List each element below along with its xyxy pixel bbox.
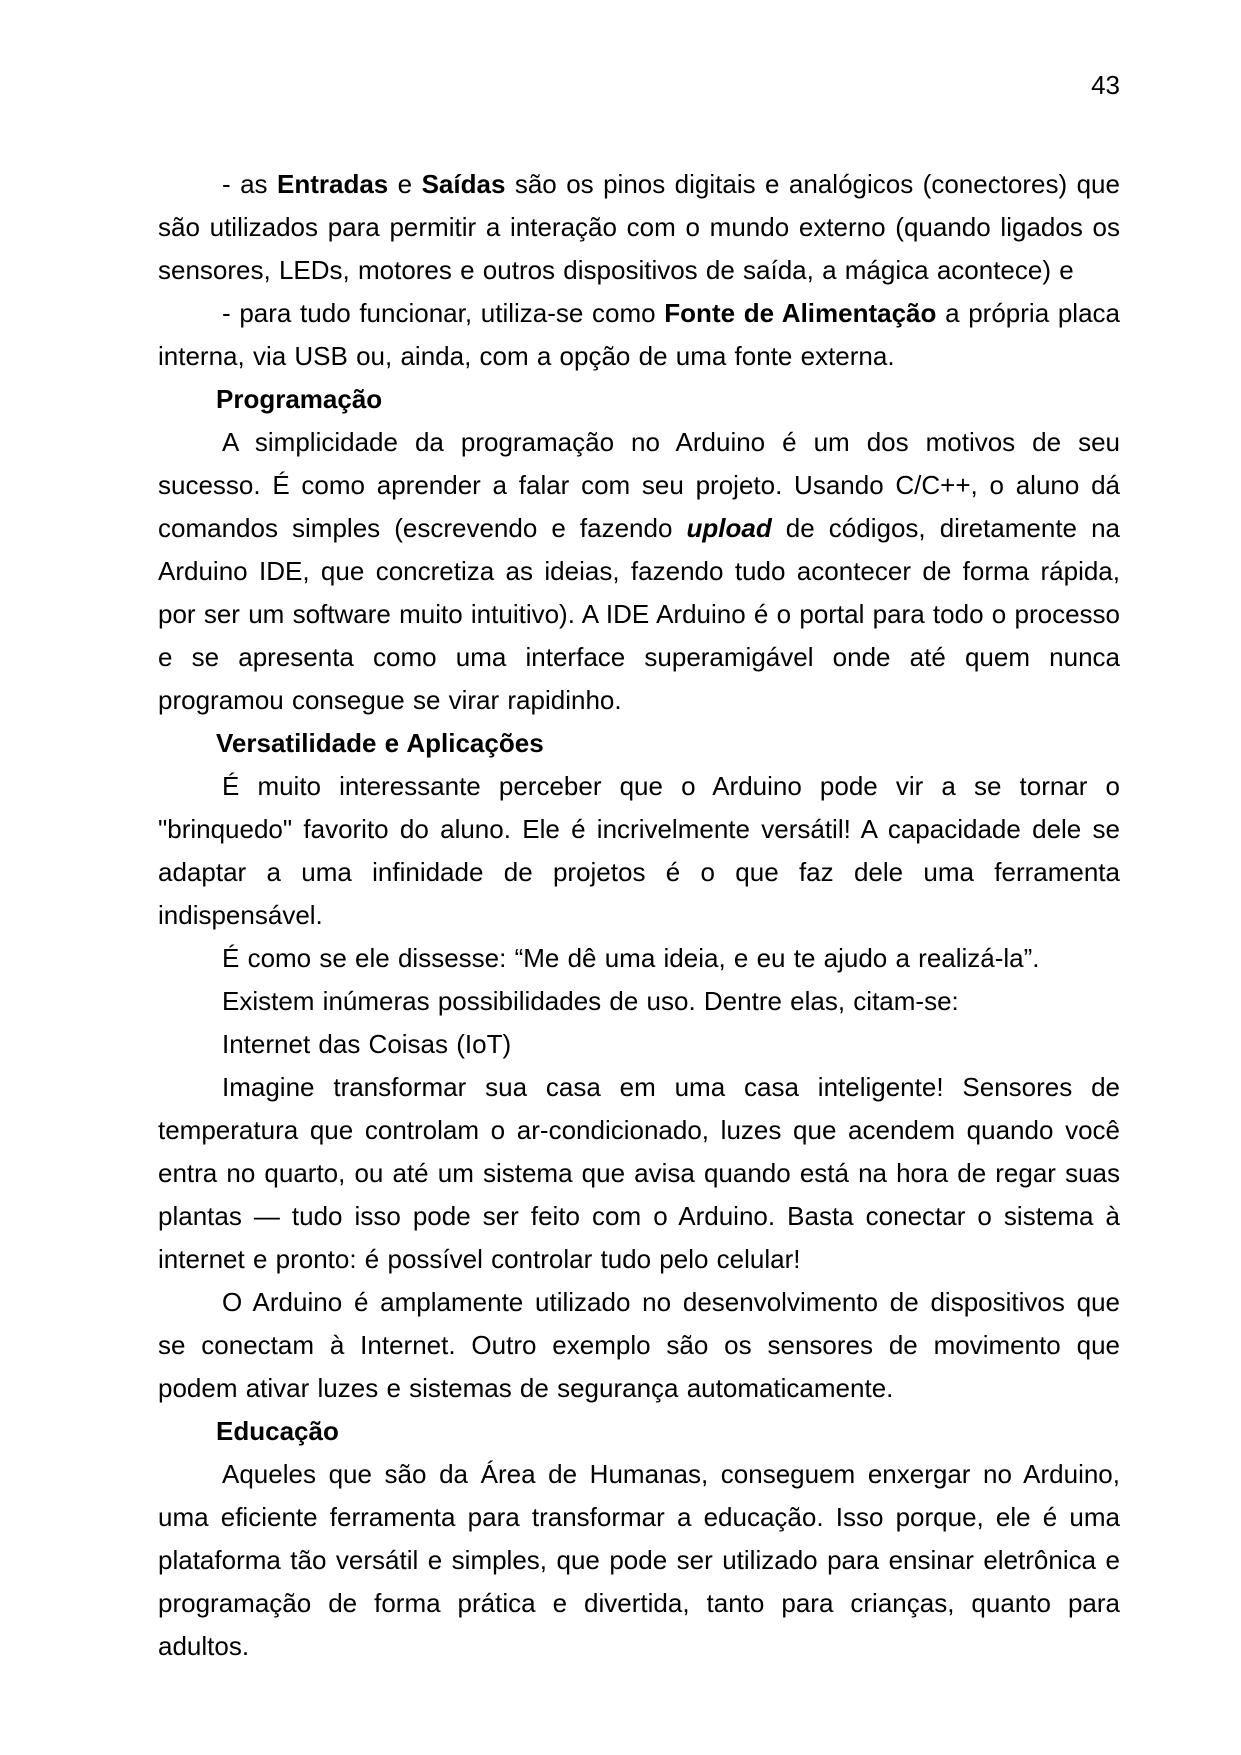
text-run: a própria placa interna, via USB ou, ainda, com a opção de uma fonte externa. [158, 298, 1120, 371]
section-heading [158, 722, 1120, 765]
text-run: são os pinos digitais e analógicos (conectores) que são utilizados para permitir a interação com o mundo externo (quando ligados os sensores, LEDs, motores e outros dispositivos de saída, a mágica acontece) e [158, 169, 1120, 285]
document-body [158, 163, 1120, 1668]
text-run: de códigos, diretamente na Arduino IDE, que concretiza as ideias, fazendo tudo acontecer de forma rápida, por ser um software muito intuitivo). A IDE Arduino é o portal para todo o processo e se apresenta como uma interface superamigável onde até quem nunca programou consegue se virar rapidinho. [158, 513, 1120, 715]
text-run: O Arduino é amplamente utilizado no desenvolvimento de dispositivos que se conectam à Internet. Outro exemplo são os sensores de movimento que podem ativar luzes e sistemas de segurança automaticamente. [158, 1287, 1120, 1403]
text-run: Programação [216, 384, 383, 414]
text-run: Saídas [421, 169, 506, 199]
paragraph [158, 292, 1120, 378]
text-run: Imagine transformar sua casa em uma casa inteligente! Sensores de temperatura que controlam o ar-condicionado, luzes que acendem quando você entra no quarto, ou até um sistema que avisa quando está na hora de regar suas plantas — tudo isso pode ser feito com o Arduino. Basta conectar o sistema à internet e pronto: é possível controlar tudo pelo celular! [158, 1072, 1120, 1274]
paragraph [158, 980, 1120, 1023]
paragraph [158, 1066, 1120, 1281]
paragraph [158, 765, 1120, 937]
text-run: e [388, 169, 422, 199]
paragraph [158, 1453, 1120, 1668]
text-run: Versatilidade e Aplicações [216, 728, 544, 758]
text-run: Entradas [276, 169, 389, 199]
text-run: - as [222, 169, 277, 199]
section-heading [158, 378, 1120, 421]
text-run: Aqueles que são da Área de Humanas, conseguem enxergar no Arduino, uma eficiente ferramenta para transformar a educação. Isso porque, ele é uma plataforma tão versátil e simples, que pode ser utilizado para ensinar eletrônica e programação de forma prática e divertida, tanto para crianças, quanto para adultos. [158, 1459, 1120, 1661]
text-run: Educação [216, 1416, 339, 1446]
paragraph [158, 421, 1120, 722]
text-run: A simplicidade da programação no Arduino é um dos motivos de seu sucesso. É como aprender a falar com seu projeto. Usando C/C++, o aluno dá comandos simples (escrevendo e fazendo [158, 427, 1120, 543]
text-run: - para tudo funcionar, utiliza-se como [222, 298, 665, 328]
text-run: upload [686, 513, 772, 543]
text-run: Fonte de Alimentação [664, 298, 937, 328]
paragraph [158, 1281, 1120, 1410]
text-run: Existem inúmeras possibilidades de uso. Dentre elas, citam-se: [222, 986, 959, 1016]
paragraph [158, 163, 1120, 292]
text-run: É como se ele dissesse: “Me dê uma ideia, e eu te ajudo a realizá-la”. [222, 943, 1040, 973]
text-run: Internet das Coisas (IoT) [222, 1029, 512, 1059]
page-number: 43 [1091, 70, 1120, 100]
text-run: É muito interessante perceber que o Arduino pode vir a se tornar o "brinquedo" favorito do aluno. Ele é incrivelmente versátil! A capacidade dele se adaptar a uma infinidade de projetos é o que faz dele uma ferramenta indispensável. [158, 771, 1120, 930]
section-heading [158, 1410, 1120, 1453]
paragraph [158, 937, 1120, 980]
paragraph [158, 1023, 1120, 1066]
